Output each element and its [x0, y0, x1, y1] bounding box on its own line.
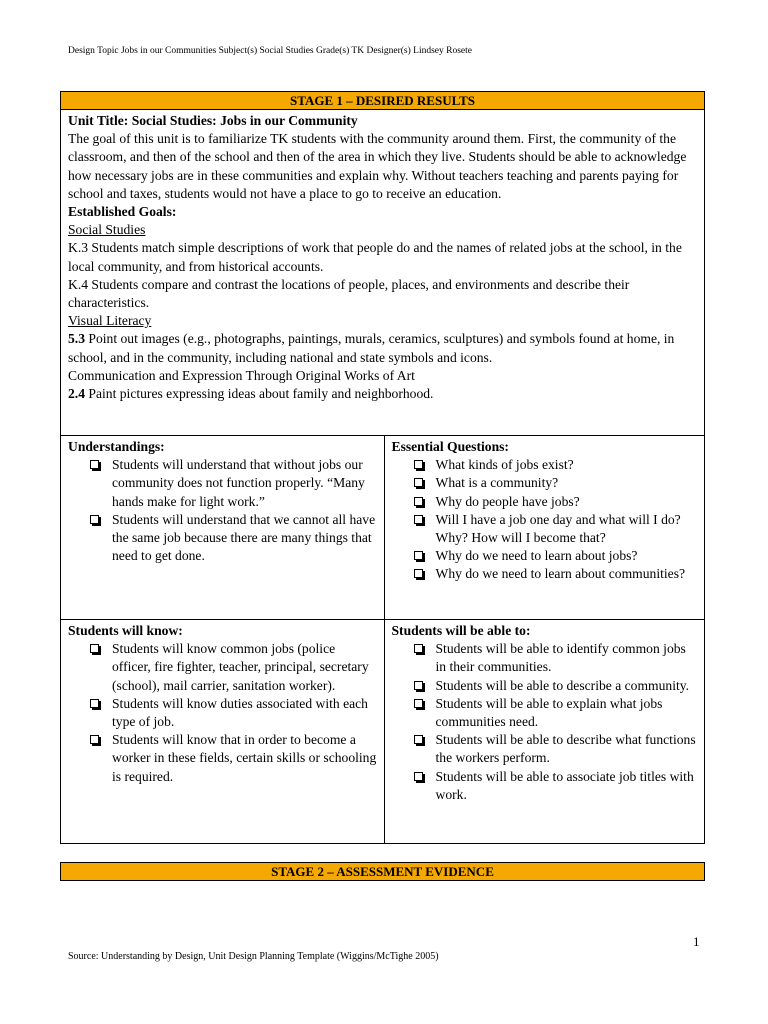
- know-able-row: [60, 620, 705, 844]
- checkbox-bullet-icon: [90, 699, 99, 708]
- essential-questions-title: Essential Questions:: [391, 439, 509, 454]
- list-item-text: Students will understand that without jobs our community does not function properly. “Many hands make for light work.”: [112, 457, 365, 509]
- list-item-text: What is a community?: [435, 475, 559, 491]
- students-know-list: [68, 640, 377, 786]
- checkbox-bullet-icon: [414, 735, 423, 744]
- checkbox-bullet-icon: [90, 735, 99, 744]
- understandings-questions-row: [60, 436, 705, 620]
- list-item: [90, 456, 377, 511]
- checkbox-bullet-icon: [414, 772, 423, 781]
- list-item-text: Students will know common jobs (police officer, fire fighter, teacher, principal, secretary (school), mail carrier, sanitation worker).: [112, 641, 369, 693]
- students-able-title: Students will be able to:: [391, 623, 531, 638]
- students-know-cell: [61, 620, 385, 843]
- checkbox-bullet-icon: [414, 681, 423, 690]
- list-item: [90, 640, 377, 695]
- list-item: [90, 695, 377, 731]
- checkbox-bullet-icon: [414, 460, 423, 469]
- desired-results-section: [60, 110, 705, 436]
- list-item-text: Students will be able to associate job titles with work.: [435, 768, 694, 802]
- communication-label: Communication and Expression Through Original Works of Art: [68, 367, 415, 383]
- checkbox-bullet-icon: [414, 569, 423, 578]
- list-item: [414, 768, 698, 804]
- students-able-list: [392, 640, 698, 804]
- visual-literacy-label: Visual Literacy: [68, 313, 152, 329]
- list-item-text: Students will be able to explain what jobs communities need.: [435, 695, 663, 730]
- unit-title: Unit Title: Social Studies: Jobs in our Community: [68, 113, 358, 128]
- list-item-text: Students will be able to describe a community.: [435, 677, 690, 693]
- checkbox-bullet-icon: [414, 551, 423, 560]
- list-item: [90, 731, 377, 786]
- list-item-text: Students will know duties associated with each type of job.: [112, 695, 368, 730]
- list-item-text: Why do we need to learn about jobs?: [435, 548, 638, 564]
- checkbox-bullet-icon: [414, 699, 423, 708]
- document-header: Design Topic Jobs in our Communities Subject(s) Social Studies Grade(s) TK Designer(s) Lindsey Rosete: [68, 46, 473, 56]
- understandings-title: Understandings:: [68, 439, 165, 454]
- list-item: [90, 511, 377, 566]
- stage-2-heading: STAGE 2 – ASSESSMENT EVIDENCE: [60, 862, 705, 881]
- students-able-cell: [385, 620, 705, 843]
- list-item: [414, 677, 698, 695]
- understandings-list: [68, 456, 377, 565]
- list-item: [414, 731, 698, 767]
- unit-goal-text: The goal of this unit is to familiarize TK students with the community around them. First, the community of the classroom, and then of the school and then of the area in which they live. Students should be able to acknowledge how necessary jobs are in these communities and explain why. Without teachers teaching and parents paying for school and taxes, students would not have a place to go to receive an education.: [68, 131, 687, 201]
- checkbox-bullet-icon: [90, 515, 99, 524]
- list-item-text: Students will be able to identify common jobs in their communities.: [435, 641, 686, 675]
- list-item-text: Why do people have jobs?: [435, 493, 580, 509]
- checkbox-bullet-icon: [414, 497, 423, 506]
- list-item: [414, 493, 698, 511]
- essential-questions-cell: [385, 436, 705, 619]
- list-item-text: Why do we need to learn about communities?: [435, 566, 686, 582]
- list-item: [414, 565, 698, 583]
- social-studies-label: Social Studies: [68, 222, 146, 238]
- standard-2-4-number: 2.4: [68, 386, 85, 402]
- list-item-text: Will I have a job one day and what will I do? Why? How will I become that?: [435, 511, 681, 546]
- list-item-text: Students will understand that we cannot all have the same job because there are many things that need to get done.: [112, 511, 376, 564]
- standard-5-3: [68, 330, 697, 366]
- list-item-text: Students will be able to describe what functions the workers perform.: [435, 732, 696, 766]
- standard-2-4: [68, 385, 697, 403]
- source-footer: Source: Understanding by Design, Unit Design Planning Template (Wiggins/McTighe 2005): [68, 951, 439, 962]
- checkbox-bullet-icon: [414, 515, 423, 524]
- list-item: [414, 695, 698, 731]
- stage-1-heading: STAGE 1 – DESIRED RESULTS: [60, 91, 705, 110]
- checkbox-bullet-icon: [414, 644, 423, 653]
- checkbox-bullet-icon: [90, 460, 99, 469]
- standard-5-3-text: Point out images (e.g., photographs, paintings, murals, ceramics, sculptures) and symbols found at home, in school, and in the community, including national and state symbols and icons.: [68, 331, 675, 365]
- students-know-title: Students will know:: [68, 623, 183, 638]
- standard-2-4-text: Paint pictures expressing ideas about family and neighborhood.: [85, 386, 434, 402]
- standard-k4: K.4 Students compare and contrast the locations of people, places, and environments and describe their characteristics.: [68, 276, 630, 311]
- list-item: [414, 640, 698, 676]
- list-item-text: Students will know that in order to become a worker in these fields, certain skills or schooling is required.: [112, 732, 377, 784]
- list-item: [414, 474, 698, 492]
- list-item: [414, 547, 698, 565]
- page-number: 1: [693, 934, 700, 949]
- list-item: [414, 511, 698, 547]
- list-item: [414, 456, 698, 474]
- standard-k3: K.3 Students match simple descriptions of work that people do and the names of related jobs at the school, in the local community, and from historical accounts.: [68, 240, 682, 274]
- essential-questions-list: [392, 456, 698, 583]
- checkbox-bullet-icon: [90, 644, 99, 653]
- checkbox-bullet-icon: [414, 478, 423, 487]
- established-goals-label: Established Goals:: [68, 204, 177, 220]
- list-item-text: What kinds of jobs exist?: [435, 457, 574, 473]
- understandings-cell: [61, 436, 385, 619]
- standard-5-3-number: 5.3: [68, 331, 85, 347]
